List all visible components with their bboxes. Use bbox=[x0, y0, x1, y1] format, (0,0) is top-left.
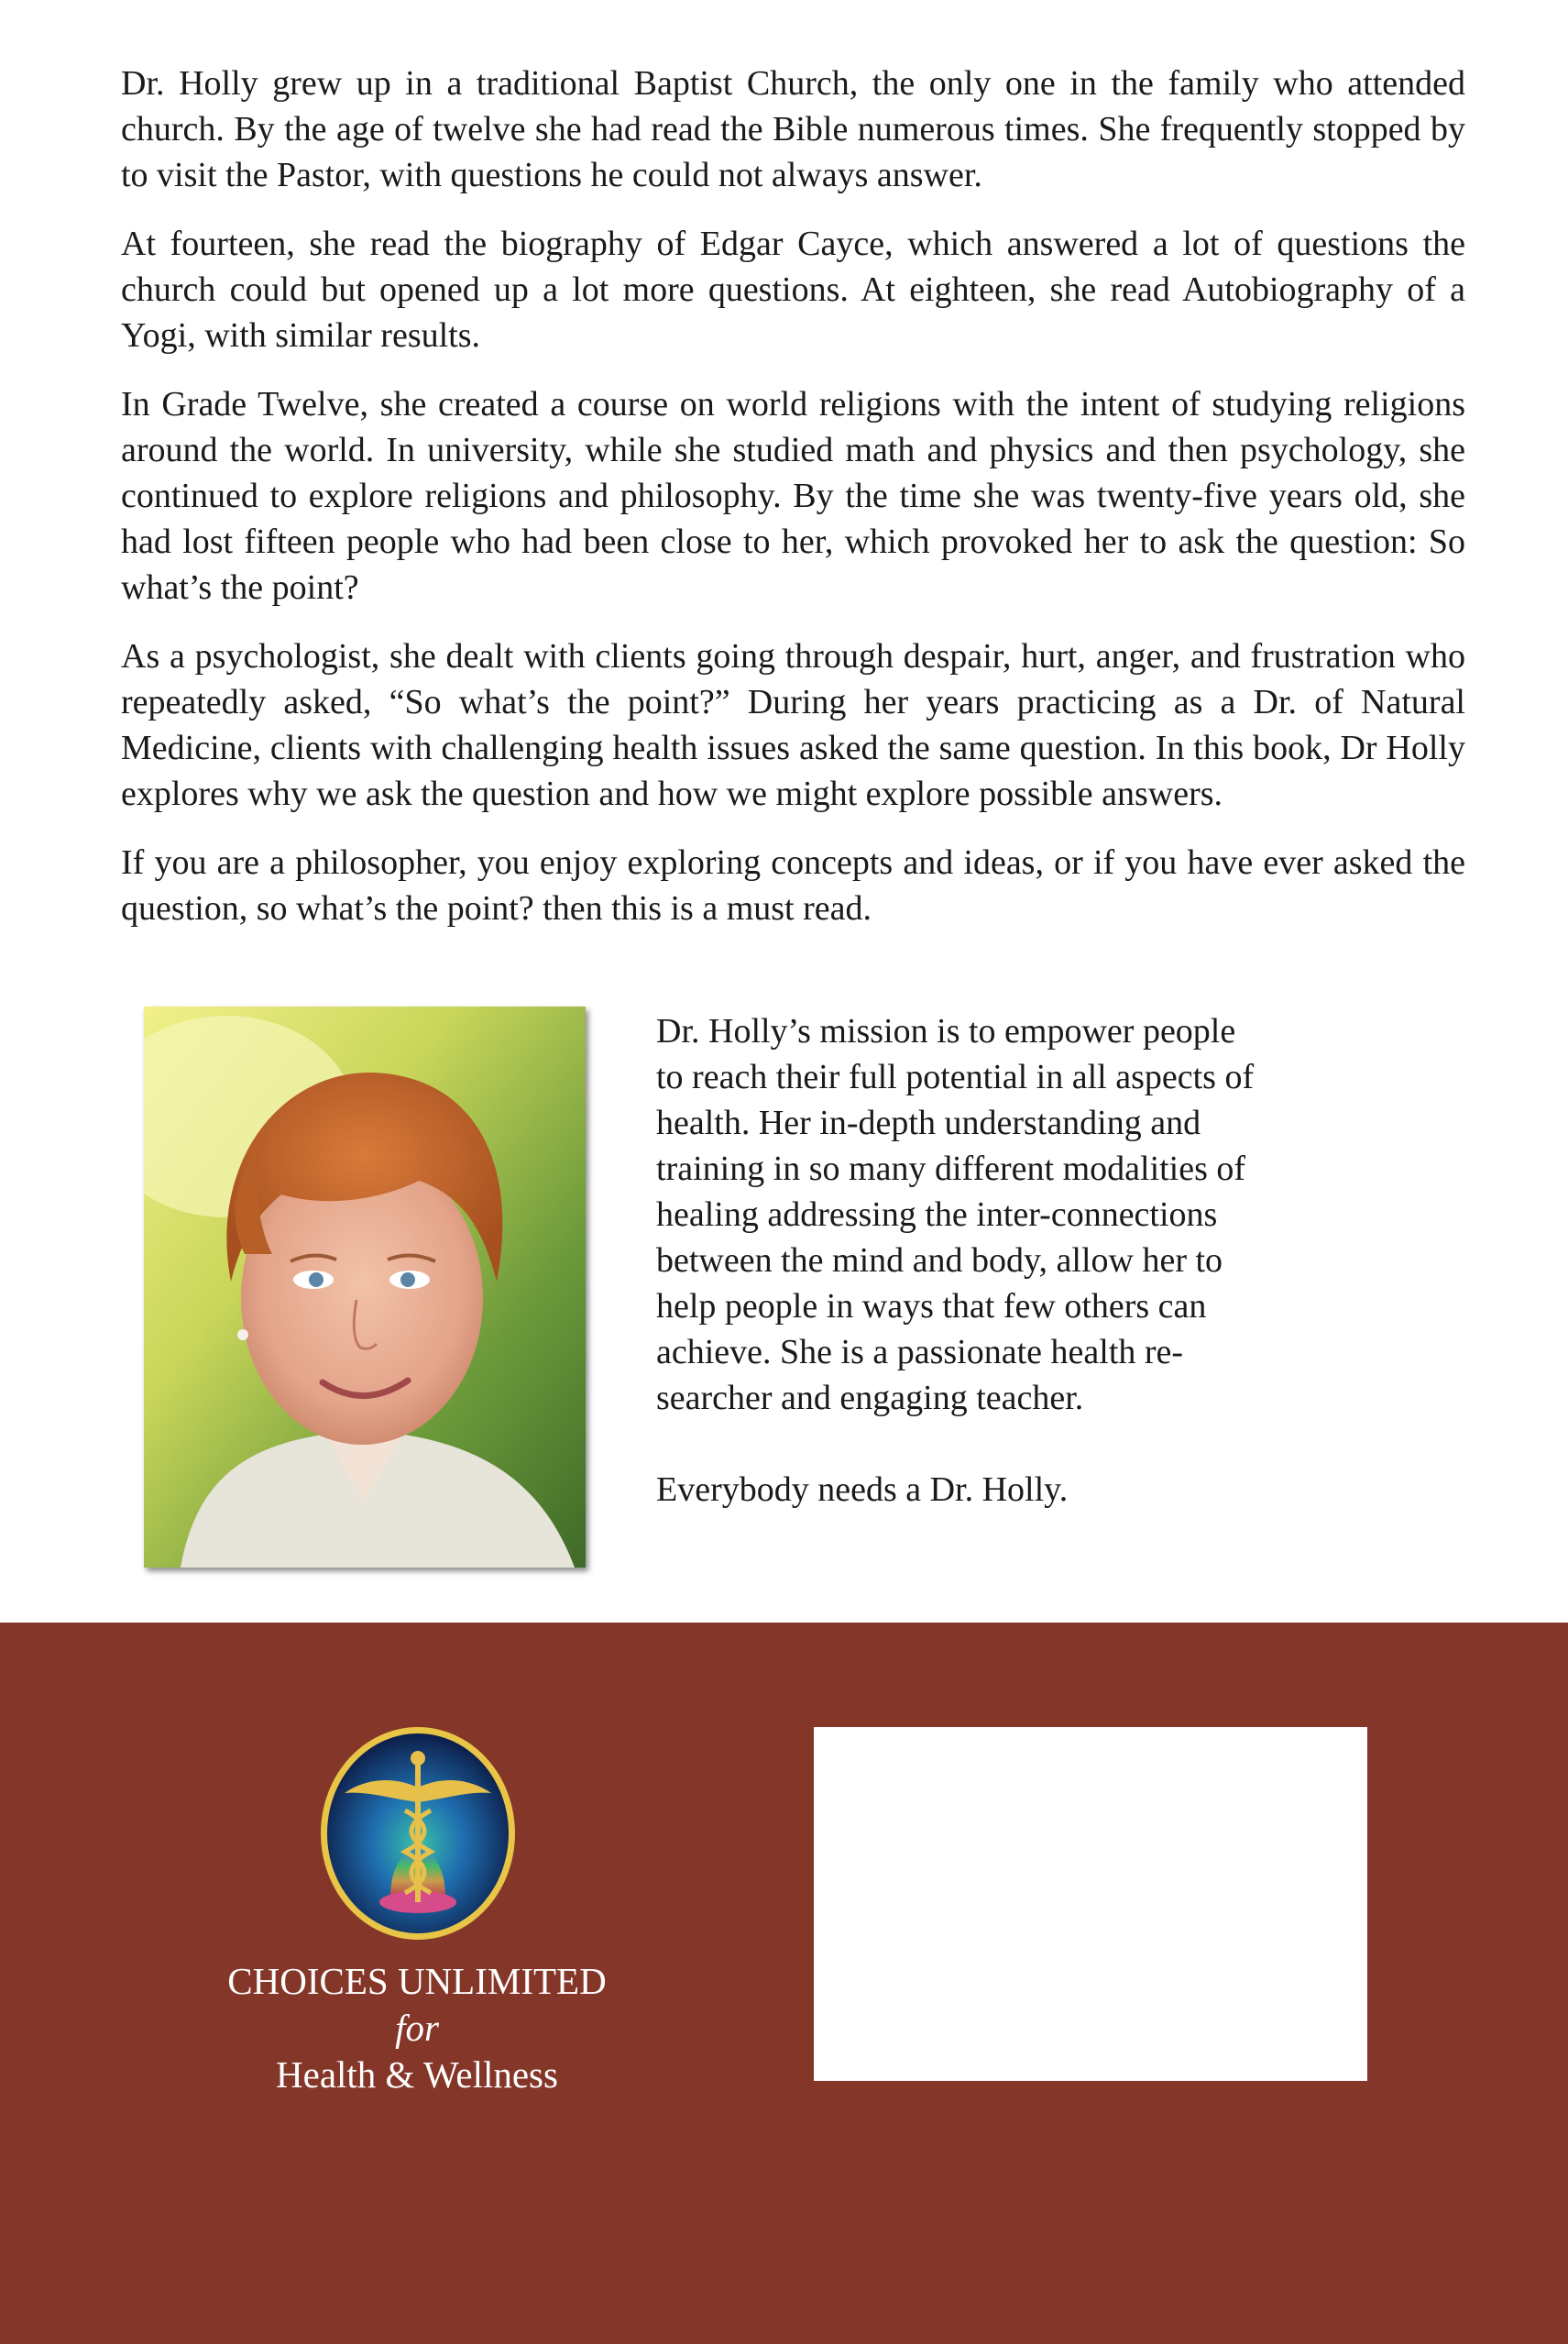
barcode-placeholder bbox=[814, 1727, 1367, 2081]
bio-line: to reach their full potential in all aspects of bbox=[656, 1058, 1255, 1096]
caduceus-logo-icon bbox=[317, 1723, 519, 1943]
publisher-line-3: Health & Wellness bbox=[276, 2053, 558, 2096]
author-bio bbox=[656, 1008, 1353, 1421]
publisher-line-1: CHOICES UNLIMITED bbox=[227, 1960, 607, 2002]
description-paragraph-2: At fourteen, she read the biography of Edgar Cayce, which answered a lot of questions the church could but opened up a lot more questions. At eighteen, she read Autobiography of a Yogi, with similar results. bbox=[121, 225, 1465, 355]
publisher-name bbox=[179, 1958, 655, 2098]
book-description bbox=[121, 61, 1465, 954]
bio-line: help people in ways that few others can bbox=[656, 1287, 1207, 1326]
description-paragraph-4: As a psychologist, she dealt with clients going through despair, hurt, anger, and frustration who repeatedly asked, “So what’s the point?” During her years practicing as a Dr. of Natural Medicine, clients with challenging health issues asked the same question. In this book, Dr Holly explores why we ask the question and how we might explore possible answers. bbox=[121, 637, 1465, 813]
bio-line: searcher and engaging teacher. bbox=[656, 1379, 1084, 1417]
tagline: Everybody needs a Dr. Holly. bbox=[656, 1470, 1069, 1509]
bio-line: Dr. Holly’s mission is to empower people bbox=[656, 1012, 1236, 1051]
description-paragraph-1: Dr. Holly grew up in a traditional Baptist Church, the only one in the family who attended church. By the age of twelve she had read the Bible numerous times. She frequently stopped by to visit the Pastor, with questions he could not always answer. bbox=[121, 64, 1465, 194]
bio-line: training in so many different modalities of bbox=[656, 1150, 1246, 1188]
bio-line: achieve. She is a passionate health re- bbox=[656, 1333, 1184, 1371]
bio-line: health. Her in-depth understanding and bbox=[656, 1104, 1201, 1142]
description-paragraph-3: In Grade Twelve, she created a course on world religions with the intent of studying religions around the world. In university, while she studied math and physics and then psychology, she continued to explore religions and philosophy. By the time she was twenty-five years old, she had lost fifteen people who had been close to her, which provoked her to ask the question: So what’s the point? bbox=[121, 385, 1465, 607]
description-paragraph-5: If you are a philosopher, you enjoy exploring concepts and ideas, or if you have ever asked the question, so what’s the point? then this is a must read. bbox=[121, 843, 1465, 928]
author-photo bbox=[144, 1007, 586, 1568]
publisher-line-2: for bbox=[395, 2007, 439, 2049]
bio-line: healing addressing the inter-connections bbox=[656, 1195, 1218, 1234]
bio-line: between the mind and body, allow her to bbox=[656, 1241, 1223, 1280]
